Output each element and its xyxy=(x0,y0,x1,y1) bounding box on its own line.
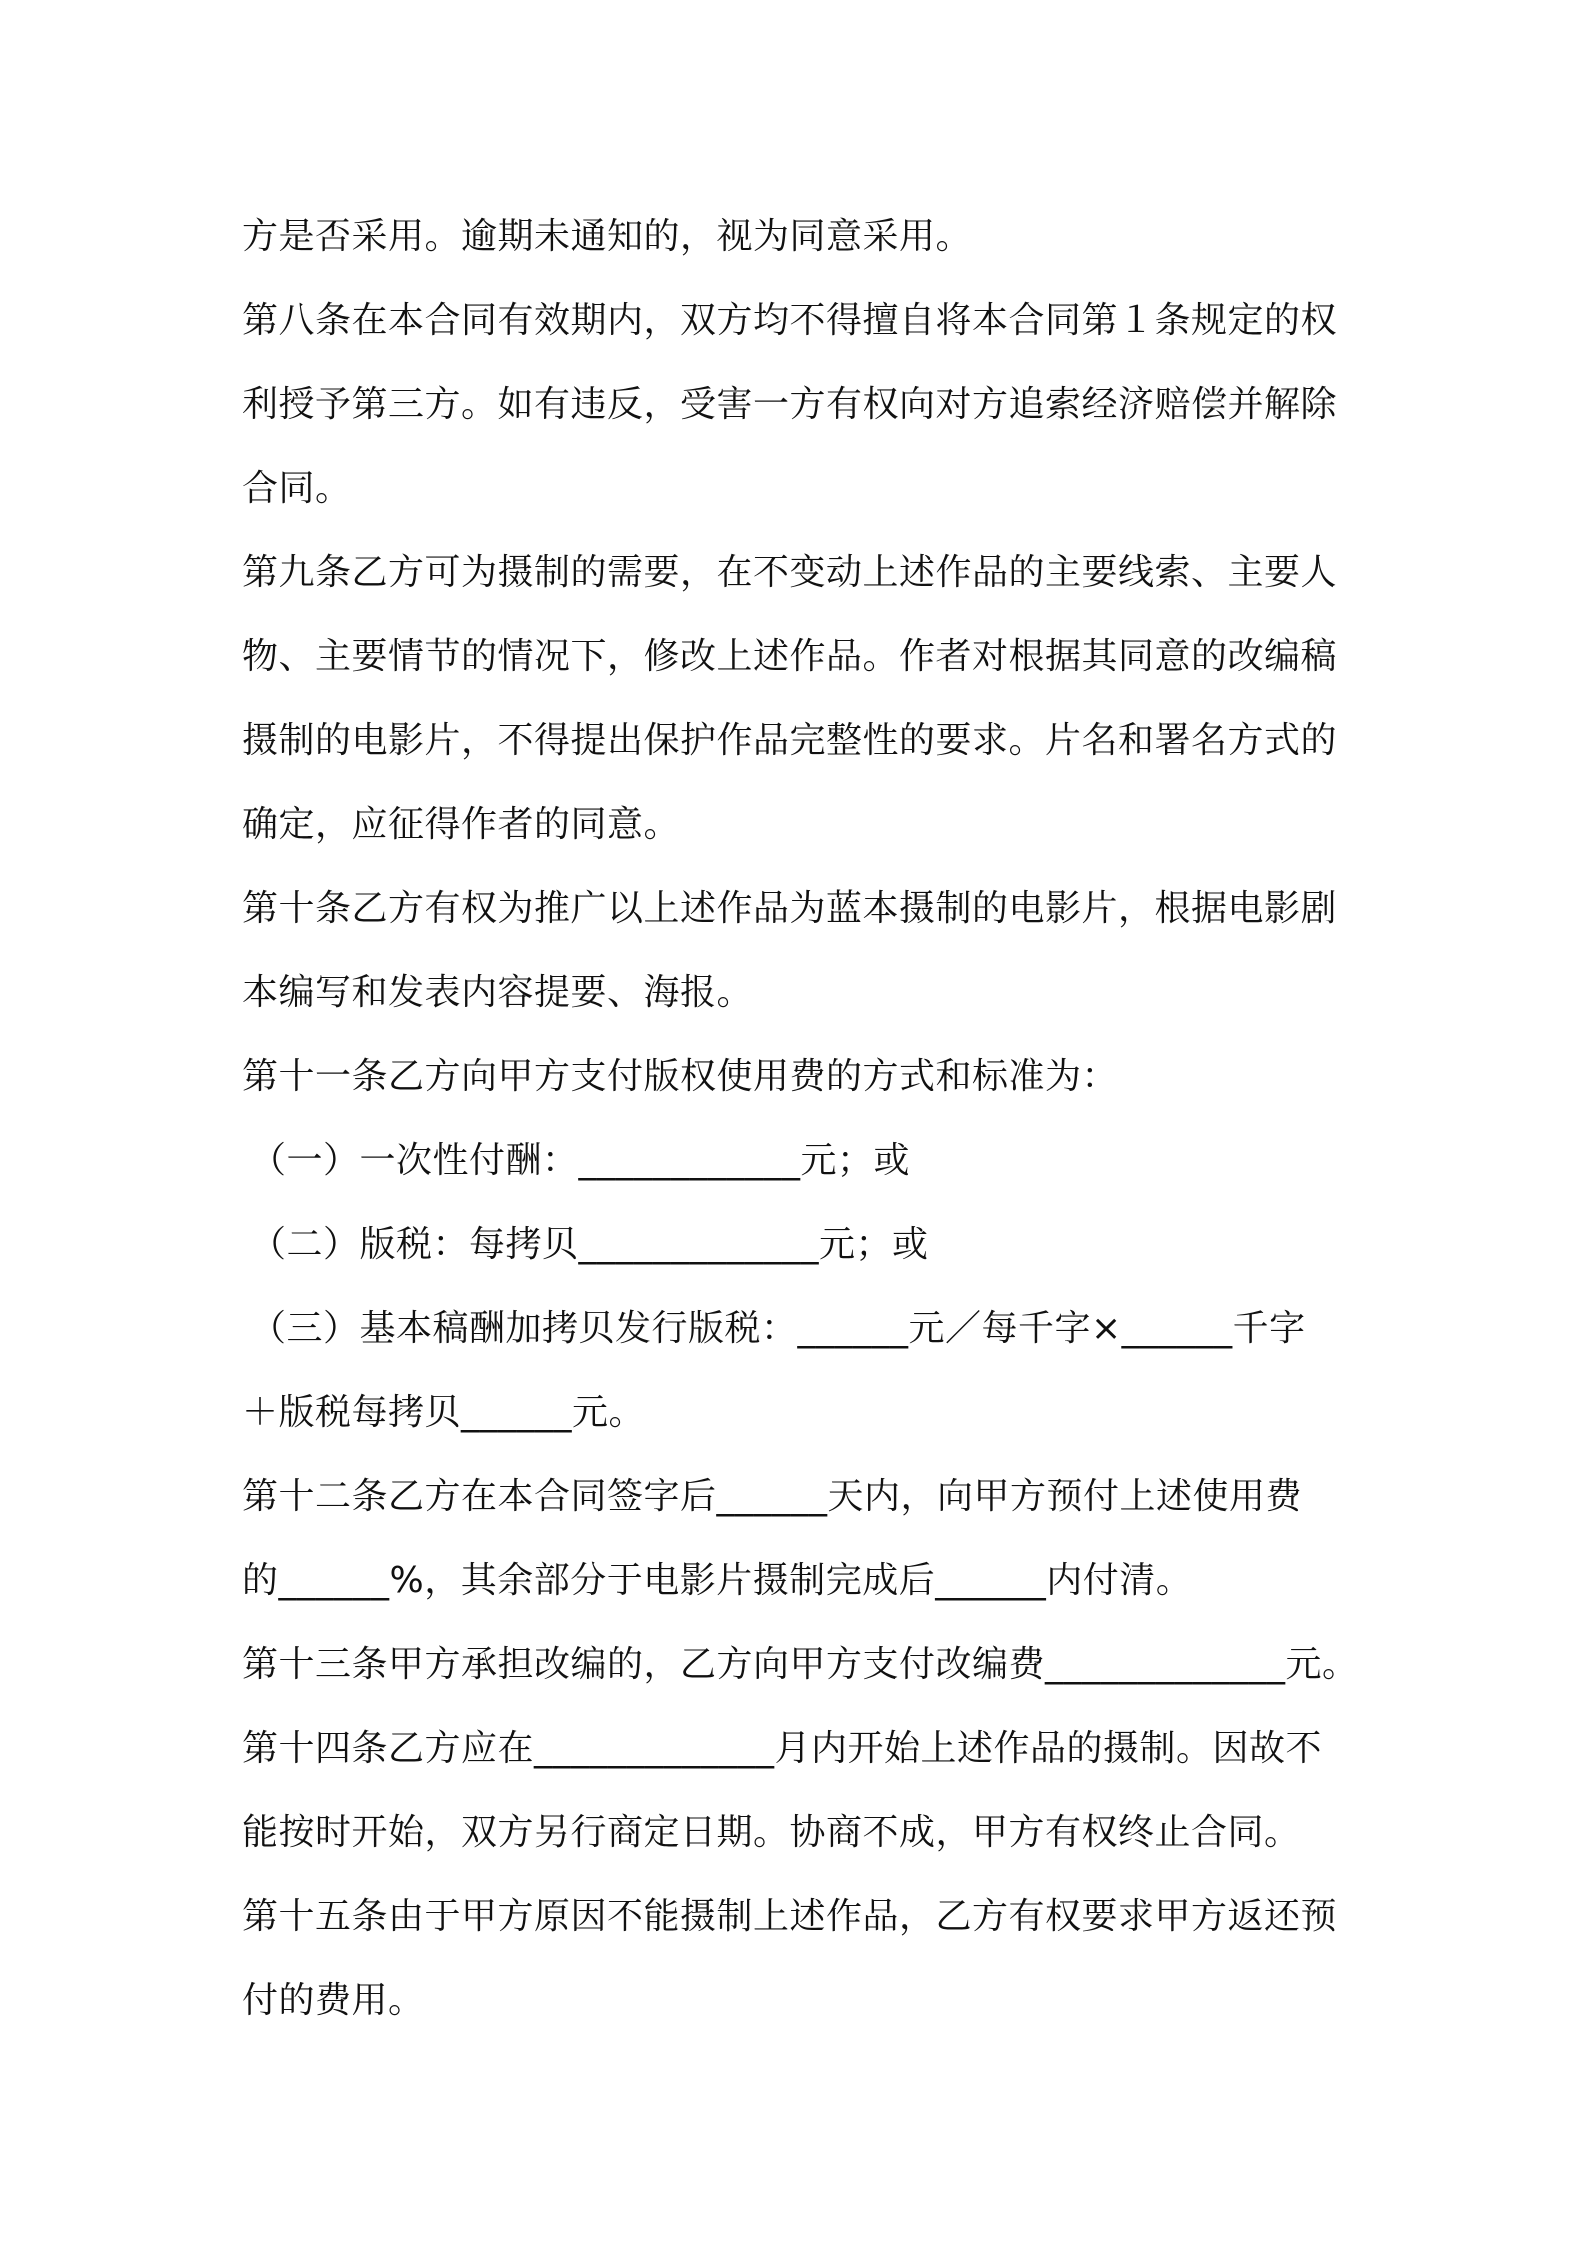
text-line: 确定，应征得作者的同意。 xyxy=(242,804,681,845)
text-line: ＋版税每拷贝______元。 xyxy=(242,1392,646,1433)
payment-option-1: （一）一次性付酬：____________元；或 xyxy=(250,1140,911,1181)
text-line: 物、主要情节的情况下，修改上述作品。作者对根据其同意的改编稿 xyxy=(242,636,1338,677)
clause-10-line: 第十条乙方有权为推广以上述作品为蓝本摄制的电影片，根据电影剧 xyxy=(242,888,1338,929)
text-line: 方是否采用。逾期未通知的，视为同意采用。 xyxy=(242,216,973,257)
clause-15-line: 第十五条由于甲方原因不能摄制上述作品，乙方有权要求甲方返还预 xyxy=(242,1896,1338,1937)
text-line: 能按时开始，双方另行商定日期。协商不成，甲方有权终止合同。 xyxy=(242,1812,1301,1853)
payment-option-3: （三）基本稿酬加拷贝发行版税：______元／每千字×______千字 xyxy=(250,1308,1306,1349)
text-line: 合同。 xyxy=(242,468,352,509)
clause-8-line: 第八条在本合同有效期内，双方均不得擅自将本合同第１条规定的权 xyxy=(242,300,1338,341)
clause-9-line: 第九条乙方可为摄制的需要，在不变动上述作品的主要线索、主要人 xyxy=(242,552,1338,593)
clause-12-line: 第十二条乙方在本合同签字后______天内，向甲方预付上述使用费 xyxy=(242,1476,1303,1517)
text-line: 的______%，其余部分于电影片摄制完成后______内付清。 xyxy=(242,1560,1193,1601)
payment-option-2: （二）版税：每拷贝_____________元；或 xyxy=(250,1224,929,1265)
contract-text xyxy=(242,195,1392,2043)
text-line: 摄制的电影片，不得提出保护作品完整性的要求。片名和署名方式的 xyxy=(242,720,1338,761)
clause-13-line: 第十三条甲方承担改编的，乙方向甲方支付改编费_____________元。 xyxy=(242,1644,1359,1685)
text-line: 本编写和发表内容提要、海报。 xyxy=(242,972,754,1013)
clause-11-line: 第十一条乙方向甲方支付版权使用费的方式和标准为： xyxy=(242,1056,1119,1097)
text-line: 利授予第三方。如有违反，受害一方有权向对方追索经济赔偿并解除 xyxy=(242,384,1338,425)
clause-14-line: 第十四条乙方应在_____________月内开始上述作品的摄制。因故不 xyxy=(242,1728,1323,1769)
text-line: 付的费用。 xyxy=(242,1980,425,2021)
